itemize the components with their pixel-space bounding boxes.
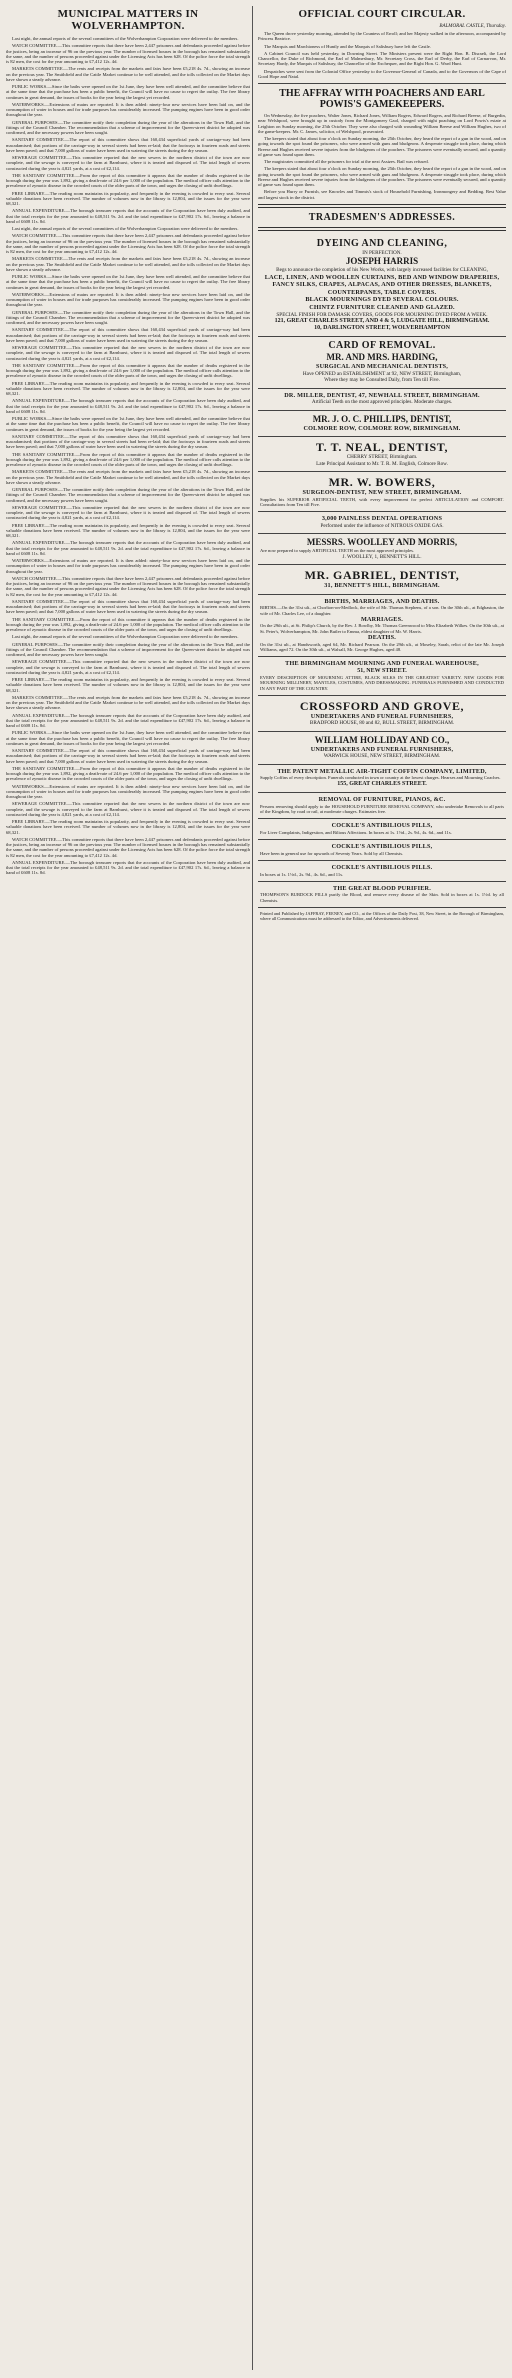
pills-headline: COCKLE'S ANTIBILIOUS PILLS, [331, 822, 433, 830]
crossford-address: BRADFORD HOUSE, 80 and 82, BULL STREET, BIRMINGHAM. [309, 720, 455, 727]
municipal-paragraph: WATERWORKS.—Extensions of mains are reported. It is then added: ninety-four new services have been laid on, and the consumption of water in houses and for trade purposes has considerably increased. The pumping engines have been in good order throughout the year. [6, 783, 250, 799]
holliday-name: WILLIAM HOLLIDAY AND CO., [314, 734, 450, 745]
court-paragraph: The Marquis and Marchioness of Huntly and the Marquis of Salisbury have left the Castle. [264, 43, 431, 49]
affray-paragraph: On Wednesday, the five poachers, Walter Jones, Richard Jones, William Rogers, Edward Rogers, and Richard Breese, of Burgedin, near Welshpool, were brought up in custody from the Montgomery Gaol, charged with night poaching on Lord Powis's estate at Leighton on Sunday morning, the 25th October. They were also charged with wounding William Breese and William Hughes, two of the game-keepers. Mr. C. James, solicitor, of Welshpool, prosecuted. [258, 113, 506, 134]
left-column [6, 6, 250, 2370]
municipal-paragraph: PUBLIC WORKS.—Since the baths were opened on the 1st June, they have been well attended, and the committee believe that at the same time that the purchase has been a public benefit, the Council will have no cause to regret the outlay. The free library continues in great demand, the issues of books for the year being the largest yet recorded. [6, 730, 250, 746]
divider [258, 83, 506, 84]
municipal-paragraph: WATCH COMMITTEE.—This committee reports that there have been 2,447 prisoners and defendants proceeded against before the justices, being an increase of 96 on the previous year. The number of licensed houses in the borough has remained substantially the same, and the number of persons proceeded against under the Licensing Acts has been 628. Of the police force the total strength is 82 men, the cost for the year amounting to £7,412 12s. 4d. [6, 836, 250, 858]
municipal-paragraph: WATCH COMMITTEE.—This committee reports that there have been 2,447 prisoners and defendants proceeded against before the justices, being an increase of 96 on the previous year. The number of licensed houses in the borough has remained substantially the same, and the number of persons proceeded against under the Licensing Acts has been 628. Of the police force the total strength is 82 men, the cost for the year amounting to £7,412 12s. 4d. [6, 43, 250, 64]
municipal-paragraph: SEWERAGE COMMITTEE.—This committee reported that the new sewers in the northern district of the town are now complete, and the sewage is conveyed to the farm at Barnhurst, where it is treated and disposed of. The total length of sewers constructed during the year is 4,821 yards, at a cost of £2,114. [6, 801, 250, 817]
municipal-paragraph: FREE LIBRARY.—The reading room maintains its popularity, and frequently in the evening is crowded to every seat. Several valuable donations have been received. The number of volumes now in the library is 12,804, and the issues for the year were 68,321. [6, 380, 250, 396]
municipal-paragraph: SANITARY COMMITTEE.—The report of this committee shows that 160,434 superficial yards of carriage-way had been macadamised; that portions of the carriage-way in several streets had been re-laid; that the footways in fourteen roads and streets have been paved; and that 7,000 gallons of water have been used in watering the streets during the dry season. [6, 598, 250, 615]
neal-advert [258, 437, 506, 472]
purifier-advert [258, 882, 506, 908]
miller-line: Artificial Teeth on the most approved principles. Moderate charges. [311, 399, 453, 406]
coffin-headline: THE PATENT METALLIC AIR-TIGHT COFFIN COMPANY, LIMITED, [277, 767, 487, 775]
municipal-paragraph: ANNUAL EXPENDITURE.—The borough treasurer reports that the accounts of the Corporation have been duly audited, and that the total receipts for the year amounted to £48,511 9s. 2d. and the total expenditure to £47,902 17s. 6d., leaving a balance in hand of £608 11s. 8d. [6, 712, 250, 728]
municipal-paragraph: ANNUAL EXPENDITURE.—The borough treasurer reports that the accounts of the Corporation have been duly audited, and that the total receipts for the year amounted to £48,511 9s. 2d. and the total expenditure to £47,902 17s. 6d., leaving a balance in hand of £608 11s. 8d. [6, 208, 250, 224]
municipal-paragraph: THE SANITARY COMMITTEE.—From the report of this committee it appears that the number of deaths registered in the borough during the year was 1,892, giving a death-rate of 24.6 per 1,000 of the population. The medical officer calls attention to the prevalence of zymotic disease in the crowded courts of the older parts of the town, and urges the closing of unfit dwellings. [6, 765, 250, 782]
bmd-heading: BIRTHS, MARRIAGES, AND DEATHS. [324, 597, 440, 605]
municipal-paragraph: PUBLIC WORKS.—Since the baths were opened on the 1st June, they have been well attended, and the committee believe that at the same time that the purchase has been a public benefit, the Council will have no cause to regret the outlay. The free library continues in great demand, the issues of books for the year being the largest yet recorded. [6, 274, 250, 290]
dyeing-subhead: IN PERFECTION. [362, 249, 402, 256]
gabriel-name: MR. GABRIEL, DENTIST, [304, 568, 460, 583]
gabriel-advert [258, 565, 506, 595]
municipal-paragraph: SANITARY COMMITTEE.—The report of this committee shows that 160,434 superficial yards of carriage-way had been macadamised; that portions of the carriage-way in several streets had been re-laid; that the footways in fourteen roads and streets have been paved; and that 7,000 gallons of water have been used in watering the streets during the dry season. [6, 327, 250, 343]
neal-line: Late Principal Assistant to Mr. T. R. M. English, Colmore Row. [316, 460, 448, 467]
holliday-sub: UNDERTAKERS AND FUNERAL FURNISHERS, [310, 745, 454, 753]
pills-headline: COCKLE'S ANTIBILIOUS PILLS. [331, 863, 433, 871]
municipal-paragraph: Last night, the annual reports of the several committees of the Wolverhampton Corporation were delivered to the members. [12, 36, 239, 41]
municipal-paragraph: WATERWORKS.—Extensions of mains are reported. It is then added: ninety-four new services have been laid on, and the consumption of water in houses and for trade purposes has considerably increased. The pumping engines have been in good order throughout the year. [6, 291, 250, 308]
column-divider [252, 6, 253, 2370]
mourning-advert [258, 657, 506, 696]
mourning-address: 51, NEW STREET. [357, 667, 407, 674]
municipal-paragraph: FREE LIBRARY.—The reading room maintains its popularity, and frequently in the evening is crowded to every seat. Several valuable donations have been received. The number of volumes now in the library is 12,804, and the issues for the year were 68,321. [6, 522, 250, 538]
dyeing-proprietor: JOSEPH HARRIS [345, 256, 419, 267]
coffin-advert [258, 765, 506, 793]
divider [258, 204, 506, 208]
pills-text: For Liver Complaints, Indigestion, and Bilious Affections. In boxes at 1s. 1½d., 2s. 9d., 4s. 6d., and 11s. [260, 829, 452, 835]
municipal-paragraph: GENERAL PURPOSES.—The committee notify their completion during the year of the alterations in the Town Hall, and the fittings of the Council Chamber. The recommendation that a scheme of improvement for the Queen-street district be adopted was confirmed, and the necessary powers have been sought. [6, 487, 250, 503]
municipal-paragraph: SEWERAGE COMMITTEE.—This committee reported that the new sewers in the northern district of the town are now complete, and the sewage is conveyed to the farm at Barnhurst, where it is treated and disposed of. The total length of sewers constructed during the year is 4,821 yards, at a cost of £2,114. [6, 345, 250, 361]
holliday-address: WARWICK HOUSE, NEW STREET, BIRMINGHAM. [323, 753, 441, 760]
municipal-paragraph: WATCH COMMITTEE.—This committee reports that there have been 2,447 prisoners and defendants proceeded against before the justices, being an increase of 96 on the previous year. The number of licensed houses in the borough has remained substantially the same, and the number of persons proceeded against under the Licensing Acts has been 628. Of the police force the total strength is 82 men, the cost for the year amounting to £7,412 12s. 4d. [6, 233, 250, 254]
pills-headline: COCKLE'S ANTIBILIOUS PILLS, [331, 843, 433, 851]
court-circular-title: OFFICIAL COURT CIRCULAR. [298, 8, 466, 20]
bowers-line: SURGEON-DENTIST, NEW STREET, BIRMINGHAM. [302, 489, 462, 497]
municipal-paragraph: WATERWORKS.—Extensions of mains are reported. It is then added: ninety-four new services have been laid on, and the consumption of water in houses and for trade purposes has considerably increased. The pumping engines have been in good order throughout the year. [6, 558, 250, 574]
miller-advert [258, 389, 506, 411]
dyeing-address: 121, GREAT CHARLES STREET, AND 4 & 5, LUDGATE HILL, BIRMINGHAM. [274, 317, 490, 324]
painless-line: Performed under the influence of NITROUS OXIDE GAS. [320, 522, 444, 529]
harding-line: Where they may be Consulted Daily, from Ten till Five. [324, 377, 440, 384]
municipal-paragraph: ANNUAL EXPENDITURE.—The borough treasurer reports that the accounts of the Corporation have been duly audited, and that the total receipts for the year amounted to £48,511 9s. 2d. and the total expenditure to £47,902 17s. 6d., leaving a balance in hand of £608 11s. 8d. [6, 398, 250, 414]
mourning-headline: THE BIRMINGHAM MOURNING AND FUNERAL WAREHOUSE, [285, 660, 479, 668]
phillips-advert [258, 411, 506, 438]
pills-text: Have been in general use for upwards of Seventy Years. Sold by all Chemists. [260, 850, 404, 856]
purifier-headline: THE GREAT BLOOD PURIFIER. [333, 884, 431, 892]
harding-name: MR. AND MRS. HARDING, [326, 352, 438, 363]
municipal-paragraph: GENERAL PURPOSES.—The committee notify their completion during the year of the alterations in the Town Hall, and the fittings of the Council Chamber. The recommendation that a scheme of improvement for the Queen-street district be adopted was confirmed, and the necessary powers have been sought. [6, 309, 250, 325]
phillips-name: MR. J. O. C. PHILLIPS, DENTIST, [312, 413, 452, 424]
affray-title: THE AFFRAY WITH POACHERS AND EARL POWIS'S GAMEKEEPERS. [279, 88, 485, 110]
coffin-address: 155, GREAT CHARLES STREET. [337, 780, 427, 787]
dyeing-line: CHINTZ FURNITURE CLEANED AND GLAZED. [309, 303, 455, 311]
removal-advert [258, 793, 506, 819]
births-text: BIRTHS.—On the 31st ult., at Chorlton-on-Medlock, the wife of Mr. Thomas Stephens, of a son. On the 30th ult., at Edgbaston, the wife of Mr. Charles Lee, of a daughter. [260, 605, 504, 616]
crossford-advert [258, 696, 506, 732]
pills-text: In boxes at 1s. 1½d., 2s. 9d., 4s. 6d., and 11s. [260, 871, 344, 877]
affray-paragraph: The keepers stated that about four o'clock on Sunday morning, the 25th October, they heard the report of a gun in the wood, and on going towards the spot found the prisoners, who were armed with guns and bludgeons. A desperate struggle took place, during which Breese and Hughes received severe injuries from the bludgeons of the poachers. The prisoners were eventually secured, and a quantity of game was found upon them. [258, 166, 506, 187]
municipal-paragraph: Last night, the annual reports of the several committees of the Wolverhampton Corporation were delivered to the members. [12, 226, 239, 231]
municipal-paragraph: Last night, the annual reports of the several committees of the Wolverhampton Corporation were delivered to the members. [12, 634, 239, 640]
bowers-name: MR. W. BOWERS, [328, 475, 436, 490]
municipal-paragraph: MARKETS COMMITTEE.—The rents and receipts from the markets and fairs have been £5,218 4s. 7d., showing an increase on the previous year. The Smithfield and the Cattle Market continue to be well attended, and the tolls collected on the Market days have shown a steady advance. [6, 256, 250, 272]
mourning-text: EVERY DESCRIPTION OF MOURNING ATTIRE, BLACK SILKS IN THE GREATEST VARIETY. NEW GOODS FOR MOURNING MILLINERY, MANTLES, COSTUMES, AND DRESSMAKING. FUNERALS FURNISHED AND CONDUCTED IN ANY PART OF THE COUNTRY. [260, 675, 504, 691]
municipal-paragraph: SEWERAGE COMMITTEE.—This committee reported that the new sewers in the northern district of the town are now complete, and the sewage is conveyed to the farm at Barnhurst, where it is treated and disposed of. The total length of sewers constructed during the year is 4,821 yards, at a cost of £2,114. [6, 155, 250, 171]
deaths-text: On the 31st ult., at Handsworth, aged 64, Mr. Richard Pearson. On the 29th ult., at Moseley, Sarah, relict of the late Mr. Joseph Williams, aged 72. On the 30th ult., at Walsall, Mr. George Hughes, aged 48. [260, 641, 504, 652]
pills-advert [258, 840, 506, 861]
municipal-paragraph: THE SANITARY COMMITTEE.—From the report of this committee it appears that the number of deaths registered in the borough during the year was 1,892, giving a death-rate of 24.6 per 1,000 of the population. The medical officer calls attention to the prevalence of zymotic disease in the crowded courts of the older parts of the town, and urges the closing of unfit dwellings. [6, 451, 250, 467]
neal-name: T. T. NEAL, DENTIST, [315, 440, 449, 455]
dyeing-headline: DYEING AND CLEANING, [316, 237, 448, 249]
municipal-paragraph: SANITARY COMMITTEE.—The report of this committee shows that 160,434 superficial yards of carriage-way had been macadamised; that portions of the carriage-way in several streets had been re-laid; that the footways in fourteen roads and streets have been paved; and that 7,000 gallons of water have been used in watering the streets during the dry season. [6, 137, 250, 153]
divider [258, 227, 506, 231]
woolley-line: Are now prepared to supply ARTIFICIAL TEETH on the most approved principles. [260, 548, 415, 554]
painless-advert [258, 512, 506, 534]
bowers-advert [258, 472, 506, 512]
removal-text: Persons removing should apply to the HOUSEHOLD FURNITURE REMOVAL COMPANY, who undertake Removals to all parts of the Kingdom, by road or rail, at moderate charges. Estimates free. [260, 803, 504, 814]
printer-imprint: Printed and Published by JAFFRAY, FEENEY, and CO., at the Offices of the Daily Post, 38, New Street, in the Borough of Birmingham, where all Communications must be addressed to the Editor, and Advertisements delivered. [260, 911, 504, 922]
municipal-paragraph: FREE LIBRARY.—The reading room maintains its popularity, and frequently in the evening is crowded to every seat. Several valuable donations have been received. The number of volumes now in the library is 12,804, and the issues for the year were 68,321. [6, 190, 250, 206]
affray-paragraph: The magistrates committed all the prisoners for trial at the next Assizes. Bail was refused. [264, 159, 429, 164]
harding-line: SURGICAL AND MECHANICAL DENTISTS, [315, 363, 449, 371]
dyeing-advert [258, 235, 506, 338]
municipal-paragraph: MARKETS COMMITTEE.—The rents and receipts from the markets and fairs have been £5,218 4s. 7d., showing an increase on the previous year. The Smithfield and the Cattle Market continue to be well attended, and the tolls collected on the Market days have shown a steady advance. [6, 66, 250, 82]
harding-advert [258, 337, 506, 388]
municipal-paragraph: FREE LIBRARY.—The reading room maintains its popularity, and frequently in the evening is crowded to every seat. Several valuable donations have been received. The number of volumes now in the library is 12,804, and the issues for the year were 68,321. [6, 819, 250, 835]
municipal-paragraph: MARKETS COMMITTEE.—The rents and receipts from the markets and fairs have been £5,218 4s. 7d., showing an increase on the previous year. The Smithfield and the Cattle Market continue to be well attended, and the tolls collected on the Market days have shown a steady advance. [6, 469, 250, 485]
municipal-paragraph: PUBLIC WORKS.—Since the baths were opened on the 1st June, they have been well attended, and the committee believe that at the same time that the purchase has been a public benefit, the Council will have no cause to regret the outlay. The free library continues in great demand, the issues of books for the year being the largest yet recorded. [6, 416, 250, 432]
municipal-paragraph: THE SANITARY COMMITTEE.—From the report of this committee it appears that the number of deaths registered in the borough during the year was 1,892, giving a death-rate of 24.6 per 1,000 of the population. The medical officer calls attention to the prevalence of zymotic disease in the crowded courts of the older parts of the town, and urges the closing of unfit dwellings. [6, 172, 250, 189]
pills-advert [258, 819, 506, 840]
deaths-heading: DEATHS. [368, 634, 396, 642]
court-paragraph: The Queen drove yesterday morning, attended by the Countess of Erroll; and her Majesty walked in the afternoon, accompanied by Princess Beatrice. [258, 31, 506, 42]
municipal-paragraph: WATERWORKS.—Extensions of mains are reported. It is then added: ninety-four new services have been laid on, and the consumption of water in houses and for trade purposes has considerably increased. The pumping engines have been in good order throughout the year. [6, 101, 250, 118]
municipal-paragraph: PUBLIC WORKS.—Since the baths were opened on the 1st June, they have been well attended, and the committee believe that at the same time that the purchase has been a public benefit, the Council will have no cause to regret the outlay. The free library continues in great demand, the issues of books for the year being the largest yet recorded. [6, 84, 250, 100]
phillips-line: COLMORE ROW, COLMORE ROW, BIRMINGHAM. [303, 424, 461, 432]
gabriel-line: 31, BENNETT'S HILL, BIRMINGHAM. [324, 582, 440, 590]
woolley-line: J. WOOLLEY, 1, BENNETT'S HILL. [342, 553, 422, 560]
tradesmen-heading: TRADESMEN'S ADDRESSES. [308, 211, 456, 223]
crossford-name: CROSSFORD AND GROVE, [299, 698, 465, 713]
painless-headline: 3,000 PAINLESS DENTAL OPERATIONS [321, 515, 443, 523]
affray-paragraph: The keepers stated that about four o'clock on Sunday morning, the 25th October, they heard the report of a gun in the wood, and on going towards the spot found the prisoners, who were armed with guns and bludgeons. A desperate struggle took place, during which Breese and Hughes received severe injuries from the bludgeons of the poachers. The prisoners were eventually secured, and a quantity of game was found upon them. [258, 136, 506, 157]
harding-headline: CARD OF REMOVAL. [328, 340, 436, 352]
bmd-notices [258, 595, 506, 658]
removal-headline: REMOVAL OF FURNITURE, PIANOS, &C. [318, 795, 446, 803]
court-paragraph: Despatches were sent from the Colonial Office yesterday to the Governor-General of Canada, and to the Governors of the Cape of Good Hope and Natal. [258, 68, 506, 79]
municipal-paragraph: WATCH COMMITTEE.—This committee reports that there have been 2,447 prisoners and defendants proceeded against before the justices, being an increase of 96 on the previous year. The number of licensed houses in the borough has remained substantially the same, and the number of persons proceeded against under the Licensing Acts has been 628. Of the police force the total strength is 82 men, the cost for the year amounting to £7,412 12s. 4d. [6, 575, 250, 597]
municipal-paragraph: SEWERAGE COMMITTEE.—This committee reported that the new sewers in the northern district of the town are now complete, and the sewage is conveyed to the farm at Barnhurst, where it is treated and disposed of. The total length of sewers constructed during the year is 4,821 yards, at a cost of £2,114. [6, 659, 250, 675]
woolley-name: MESSRS. WOOLLEY AND MORRIS, [306, 537, 458, 548]
municipal-paragraph: GENERAL PURPOSES.—The committee notify their completion during the year of the alterations in the Town Hall, and the fittings of the Council Chamber. The recommendation that a scheme of improvement for the Queen-street district be adopted was confirmed, and the necessary powers have been sought. [6, 641, 250, 657]
municipal-paragraph: ANNUAL EXPENDITURE.—The borough treasurer reports that the accounts of the Corporation have been duly audited, and that the total receipts for the year amounted to £48,511 9s. 2d. and the total expenditure to £47,902 17s. 6d., leaving a balance in hand of £608 11s. 8d. [6, 540, 250, 556]
miller-name: DR. MILLER, DENTIST, 47, NEWHALL STREET, BIRMINGHAM. [284, 391, 480, 399]
court-dateline: BALMORAL CASTLE, Thursday. [439, 24, 506, 29]
pills-advert [258, 861, 506, 882]
municipal-paragraph: THE SANITARY COMMITTEE.—From the report of this committee it appears that the number of deaths registered in the borough during the year was 1,892, giving a death-rate of 24.6 per 1,000 of the population. The medical officer calls attention to the prevalence of zymotic disease in the crowded courts of the older parts of the town, and urges the closing of unfit dwellings. [6, 616, 250, 632]
neal-line: CHERRY STREET, Birmingham. [346, 454, 418, 461]
holliday-advert [258, 732, 506, 765]
municipal-paragraph: ANNUAL EXPENDITURE.—The borough treasurer reports that the accounts of the Corporation have been duly audited, and that the total receipts for the year amounted to £48,511 9s. 2d. and the total expenditure to £47,902 17s. 6d., leaving a balance in hand of £608 11s. 8d. [6, 859, 250, 876]
right-column [258, 6, 506, 2370]
municipal-paragraph: MARKETS COMMITTEE.—The rents and receipts from the markets and fairs have been £5,218 4s. 7d., showing an increase on the previous year. The Smithfield and the Cattle Market continue to be well attended, and the tolls collected on the Market days have shown a steady advance. [6, 694, 250, 711]
marriages-heading: MARRIAGES. [360, 615, 404, 623]
municipal-paragraph: SANITARY COMMITTEE.—The report of this committee shows that 160,434 superficial yards of carriage-way had been macadamised; that portions of the carriage-way in several streets had been re-laid; that the footways in fourteen roads and streets have been paved; and that 7,000 gallons of water have been used in watering the streets during the dry season. [6, 748, 250, 764]
purifier-text: THOMPSON'S BURDOCK PILLS purify the Blood, and remove every disease of the Skin. Sold in boxes at 1s. 1½d. by all Chemists. [260, 892, 504, 903]
harding-line: Have OPENED an ESTABLISHMENT at 92, NEW STREET, Birmingham, [302, 370, 462, 377]
dyeing-line: FANCY SILKS, CRAPES, ALPACAS, AND OTHER DRESSES, BLANKETS, COUNTERPANES, TABLE COVERS. [272, 281, 492, 296]
coffin-text: Supply Coffins of every description. Funerals conducted in town or country at the lowest charges. Hearses and Mourning Coaches. [260, 775, 501, 781]
dyeing-special: SPECIAL FINISH FOR DAMASK COVERS, GOODS FOR MOURNING DYED FROM A WEEK. [276, 311, 488, 318]
furnishing-notice: Before you Hurry or Furnish, see Knowles and Timmis's stock of Household Furnishing, Ironmongery and Bedding. Best Value and largest stock in the district. [258, 189, 506, 200]
municipal-paragraph: FREE LIBRARY.—The reading room maintains its popularity, and frequently in the evening is crowded to every seat. Several valuable donations have been received. The number of volumes now in the library is 12,804, and the issues for the year were 68,321. [6, 677, 250, 693]
dyeing-line: Begs to announce the completion of his New Works, with largely increased facilities for CLEANING, [276, 267, 488, 274]
court-paragraph: A Cabinet Council was held yesterday, in Downing Street. The Ministers present were the Right Hon. B. Disraeli, the Lord Chancellor, the Duke of Richmond, the Earl of Malmesbury, Mr. Secretary Cross, the Earl of Derby, the Earl of Carnarvon, Mr. Secretary Hardy, the Marquis of Salisbury, the Chancellor of the Exchequer, and the Right Hon. G. Ward Hunt. [258, 50, 506, 67]
dyeing-line: BLACK MOURNINGS DYED SEVERAL COLOURS. [305, 296, 459, 304]
dyeing-line: LACE, LINEN, AND WOOLLEN CURTAINS, BED AND WINDOW DRAPERIES, [264, 273, 500, 281]
crossford-sub: UNDERTAKERS AND FUNERAL FURNISHERS, [310, 712, 454, 720]
municipal-title: MUNICIPAL MATTERS IN WOLVERHAMPTON. [57, 8, 199, 32]
municipal-paragraph: THE SANITARY COMMITTEE.—From the report of this committee it appears that the number of deaths registered in the borough during the year was 1,892, giving a death-rate of 24.6 per 1,000 of the population. The medical officer calls attention to the prevalence of zymotic disease in the crowded courts of the older parts of the town, and urges the closing of unfit dwellings. [6, 362, 250, 379]
dyeing-address: 10, DARLINGTON STREET, WOLVERHAMPTON [314, 325, 450, 332]
woolley-advert [258, 534, 506, 565]
municipal-paragraph: GENERAL PURPOSES.—The committee notify their completion during the year of the alterations in the Town Hall, and the fittings of the Council Chamber. The recommendation that a scheme of improvement for the Queen-street district be adopted was confirmed, and the necessary powers have been sought. [6, 119, 250, 135]
marriages-text: On the 29th ult., at St. Philip's Church, by the Rev. J. Bowlby, Mr. Thomas Greenwood to Miss Elizabeth Wilkes. On the 30th ult., at St. Peter's, Wolverhampton, Mr. John Butler to Emma, eldest daughter of Mr. W. Harris. [260, 623, 504, 634]
bowers-line: Supplies his SUPERIOR ARTIFICIAL TEETH, with every improvement for perfect ARTICULATION and COMFORT. Consultations from Ten till Five. [260, 496, 504, 508]
municipal-paragraph: SEWERAGE COMMITTEE.—This committee reported that the new sewers in the northern district of the town are now complete, and the sewage is conveyed to the farm at Barnhurst, where it is treated and disposed of. The total length of sewers constructed during the year is 4,821 yards, at a cost of £2,114. [6, 504, 250, 521]
municipal-paragraph: SANITARY COMMITTEE.—The report of this committee shows that 160,434 superficial yards of carriage-way had been macadamised; that portions of the carriage-way in several streets had been re-laid; that the footways in fourteen roads and streets have been paved; and that 7,000 gallons of water have been used in watering the streets during the dry season. [6, 433, 250, 450]
